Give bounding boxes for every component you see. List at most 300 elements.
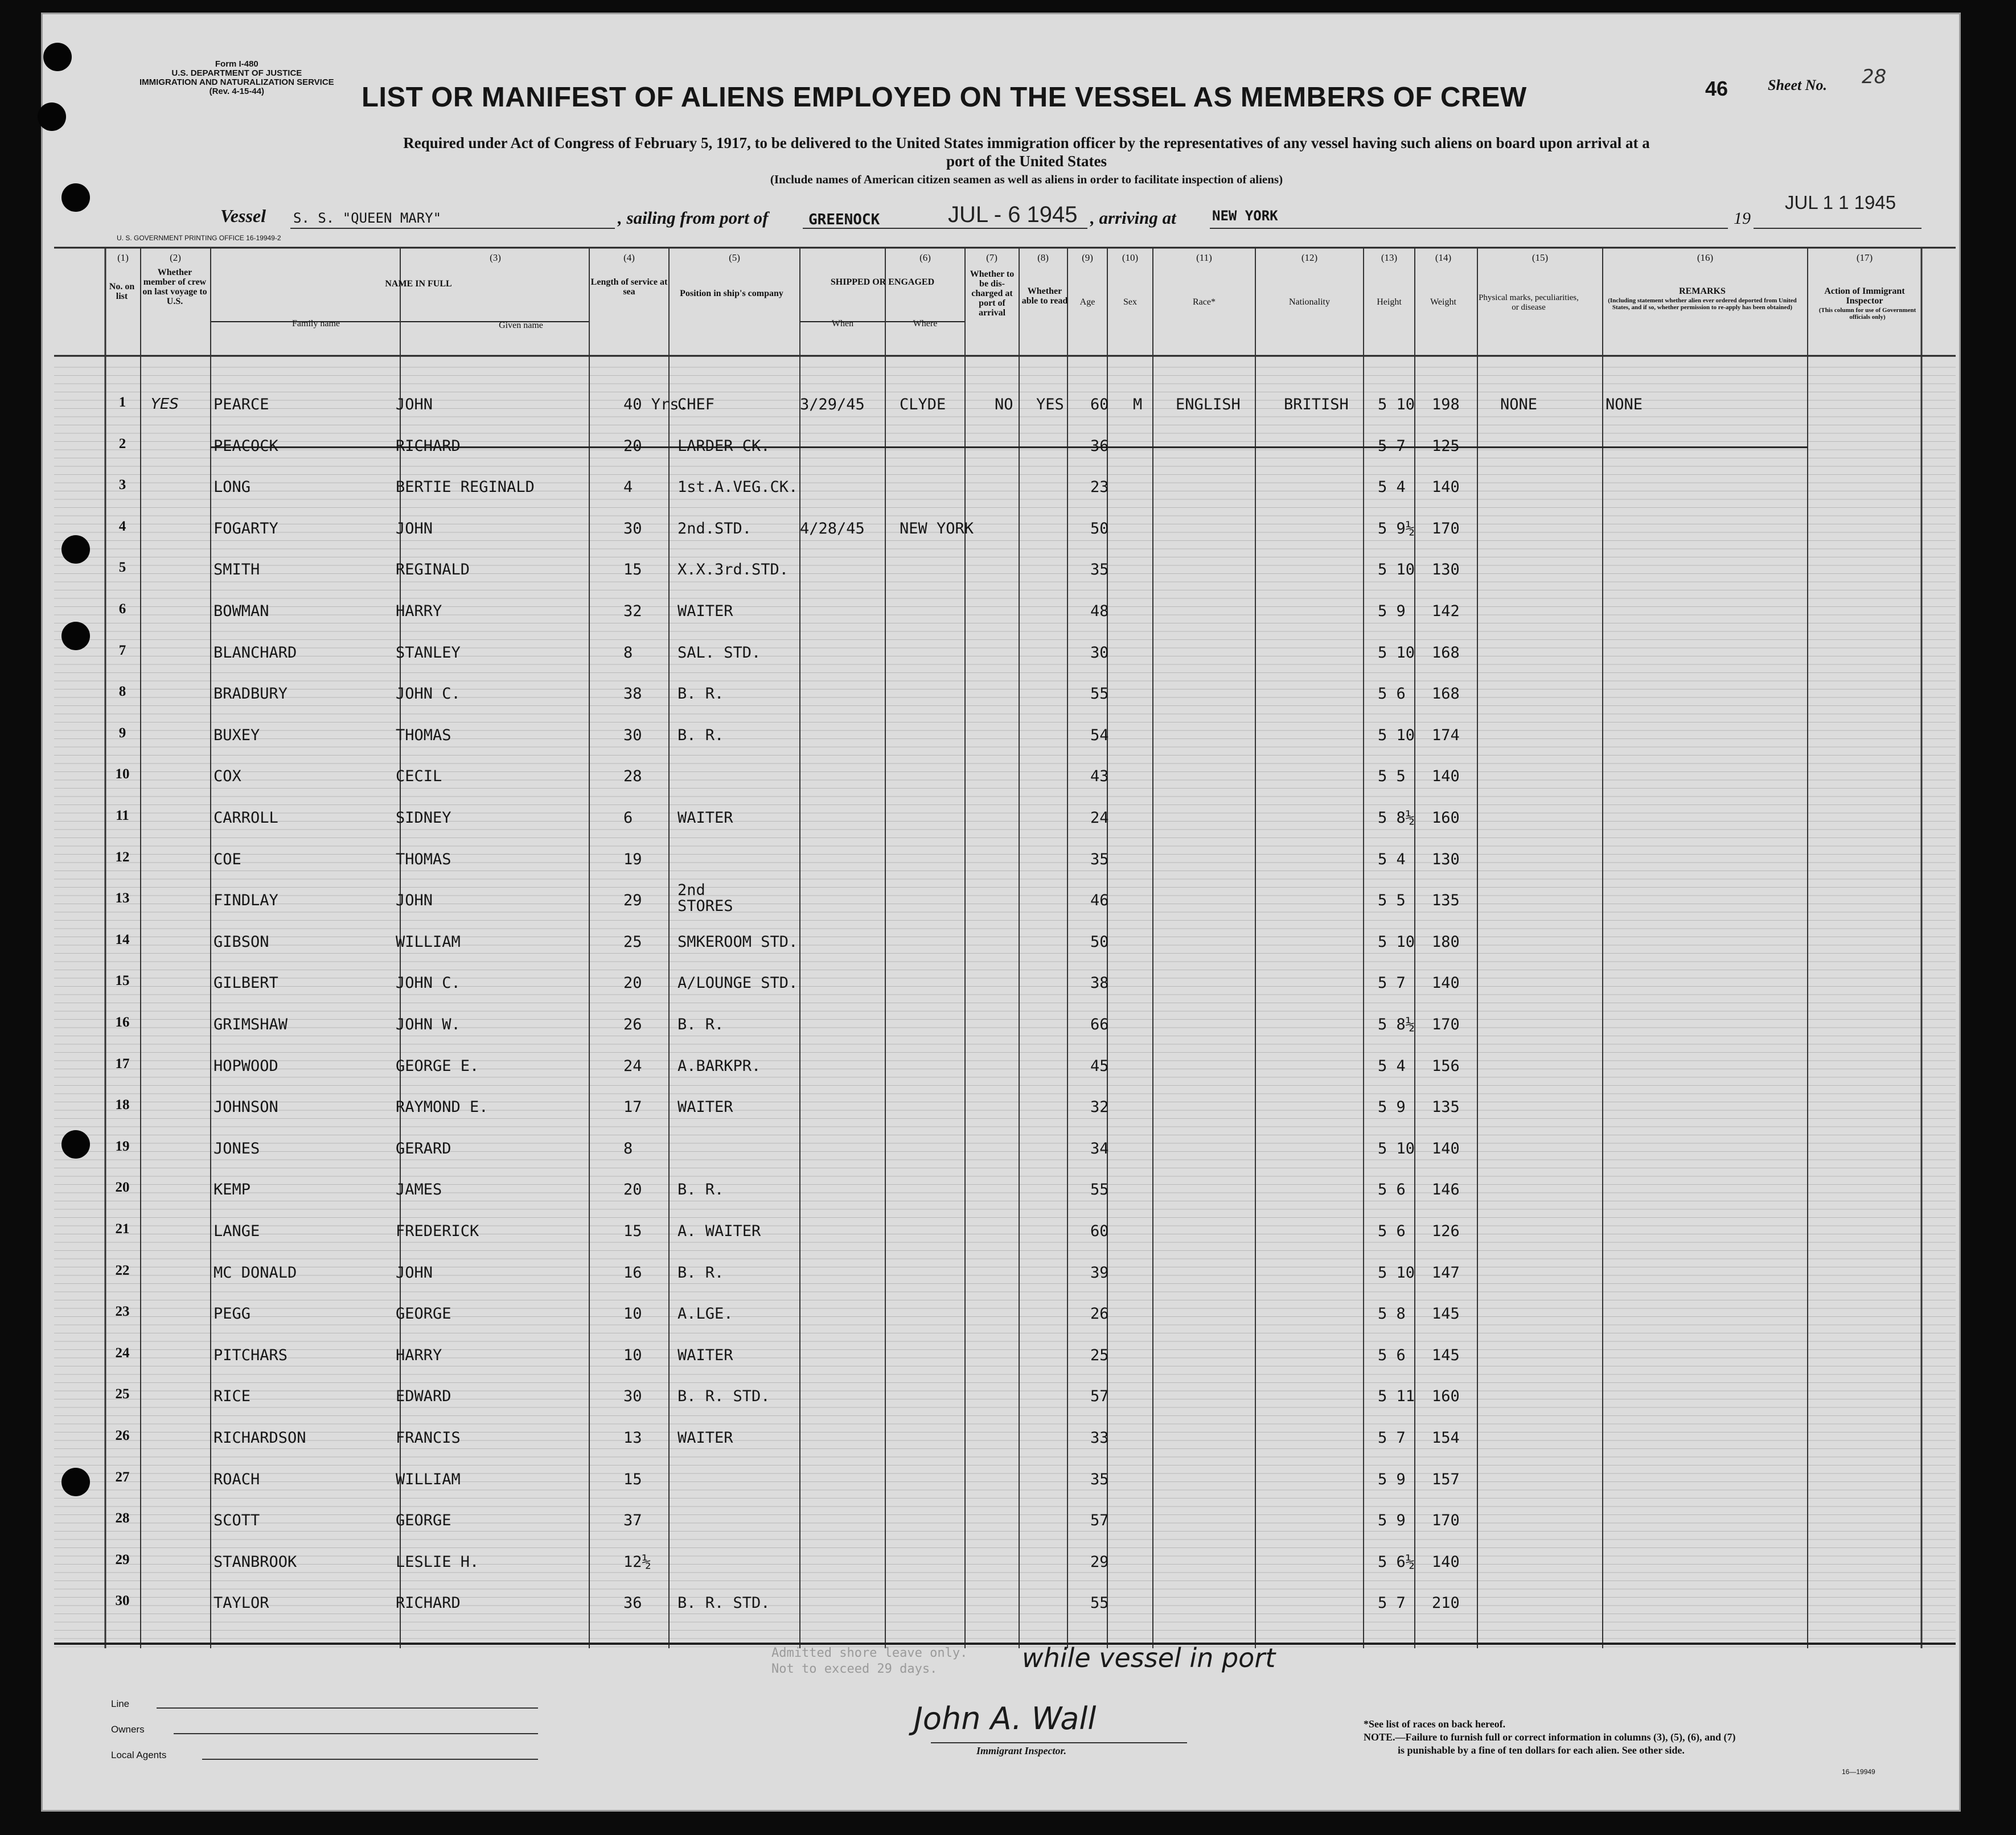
cell-given: JOHN	[396, 396, 433, 413]
column-number: (16)	[1697, 252, 1714, 263]
header-last-voyage: Whether member of crew on last voyage to U.S.	[142, 268, 207, 306]
cell-where: CLYDE	[900, 396, 946, 413]
cell-position: SMKEROOM STD.	[678, 933, 798, 951]
row-number: 21	[115, 1221, 130, 1237]
row-number: 29	[115, 1551, 130, 1567]
row-number: 10	[115, 766, 130, 782]
form-identifier-block	[139, 60, 334, 96]
cell-service: 28	[623, 767, 642, 786]
sailing-port: GREENOCK	[808, 211, 880, 228]
cell-weight: 147	[1432, 1263, 1460, 1282]
cell-age: 57	[1090, 1387, 1109, 1406]
column-number: (13)	[1381, 252, 1398, 263]
cell-height: 5 5	[1378, 892, 1406, 910]
column-number: (4)	[623, 252, 635, 263]
cell-age: 46	[1090, 892, 1109, 910]
cell-age: 29	[1090, 1553, 1109, 1571]
arrival-date-stamp: JUL 1 1 1945	[1785, 192, 1896, 213]
cell-weight: 170	[1432, 1016, 1460, 1033]
cell-height: 5 4	[1378, 478, 1406, 496]
row-number: 3	[118, 477, 126, 493]
cell-weight: 145	[1432, 1346, 1460, 1364]
cell-given: HARRY	[396, 602, 442, 620]
cell-weight: 135	[1432, 892, 1460, 910]
cell-position: B. R.	[678, 1181, 724, 1199]
cell-discharged: NO	[995, 396, 1013, 413]
cell-service: 10	[623, 1305, 642, 1323]
cell-height: 5 8½	[1378, 809, 1415, 827]
cell-age: 54	[1090, 726, 1109, 744]
header-shipped-engaged: SHIPPED OR ENGAGED	[830, 277, 935, 287]
column-number: (7)	[986, 252, 997, 263]
cell-given: THOMAS	[396, 850, 451, 868]
cell-position: 2nd STORES	[678, 881, 733, 916]
cell-weight: 140	[1432, 1553, 1460, 1571]
cell-height: 5 9½	[1378, 519, 1415, 537]
cell-given: FREDERICK	[396, 1222, 479, 1240]
cell-weight: 210	[1432, 1594, 1460, 1612]
cell-family: PEGG	[213, 1305, 251, 1323]
cell-weight: 140	[1432, 974, 1460, 992]
row-number: 17	[115, 1056, 130, 1072]
header-position: Position in ship's company	[680, 289, 783, 298]
cell-position: WAITER	[678, 809, 733, 827]
sheet-label: Sheet No.	[1768, 77, 1827, 93]
header-given-name: Given name	[499, 321, 543, 330]
row-number: 13	[115, 890, 130, 906]
cell-family: CARROLL	[213, 809, 278, 827]
punch-hole	[61, 183, 90, 212]
cell-family: FOGARTY	[213, 519, 278, 537]
cell-position: 1st.A.VEG.CK.	[678, 478, 798, 496]
cell-service: 36	[623, 1594, 642, 1612]
cell-age: 66	[1090, 1016, 1109, 1033]
cell-given: WILLIAM	[396, 1470, 461, 1488]
cell-age: 38	[1090, 974, 1109, 992]
cell-position: 2nd.STD.	[678, 519, 752, 537]
cell-weight: 140	[1432, 767, 1460, 786]
header-age: Age	[1079, 297, 1095, 307]
cell-age: 50	[1090, 519, 1109, 537]
row-number: 19	[115, 1138, 130, 1154]
cell-given: GERARD	[396, 1139, 451, 1157]
cell-position: B. R.	[678, 1263, 724, 1282]
cell-height: 5 10	[1378, 933, 1415, 951]
cell-age: 34	[1090, 1139, 1109, 1157]
cell-weight: 168	[1432, 643, 1460, 662]
cell-weight: 198	[1432, 396, 1460, 413]
punch-hole	[61, 622, 90, 650]
cell-weight: 140	[1432, 478, 1460, 496]
column-number: (12)	[1301, 252, 1318, 263]
cell-age: 24	[1090, 809, 1109, 827]
cell-height: 5 8	[1378, 1305, 1406, 1323]
cell-weight: 142	[1432, 602, 1460, 620]
column-number: (1)	[117, 252, 129, 263]
cell-given: JOHN C.	[396, 685, 461, 703]
cell-height: 5 6	[1378, 685, 1406, 703]
cell-service: 37	[623, 1512, 642, 1530]
row-number: 6	[118, 601, 126, 617]
cell-height: 5 11	[1378, 1387, 1415, 1406]
row-number: 9	[118, 725, 126, 741]
cell-weight: 145	[1432, 1305, 1460, 1323]
header-remarks: REMARKS	[1679, 286, 1726, 296]
cell-service: 32	[623, 602, 642, 620]
cell-age: 30	[1090, 643, 1109, 662]
column-number: (3)	[490, 252, 501, 263]
sailing-label: , sailing from port of	[618, 208, 769, 228]
cell-position: WAITER	[678, 1429, 733, 1447]
cell-height: 5 6	[1378, 1181, 1406, 1199]
row-number: 1	[118, 395, 126, 410]
cell-weight: 146	[1432, 1181, 1460, 1199]
cell-when: 4/28/45	[800, 519, 865, 537]
cell-remarks: NONE	[1606, 396, 1643, 413]
cell-service: 30	[623, 1387, 642, 1406]
cell-given: HARRY	[396, 1346, 442, 1364]
cell-family: JOHNSON	[213, 1098, 278, 1116]
cell-weight: 130	[1432, 850, 1460, 868]
cell-family: RICHARDSON	[213, 1429, 306, 1447]
cell-age: 33	[1090, 1429, 1109, 1447]
cell-service: 38	[623, 685, 642, 703]
cell-weight: 157	[1432, 1470, 1460, 1488]
cell-height: 5 10	[1378, 726, 1415, 744]
cell-height: 5 7	[1378, 1594, 1406, 1612]
row-number: 15	[115, 973, 130, 989]
cell-family: RICE	[213, 1387, 251, 1406]
page-title: LIST OR MANIFEST OF ALIENS EMPLOYED ON THE VESSEL AS MEMBERS OF CREW	[362, 82, 1527, 113]
header-remarks-note: (Including statement whether alien ever ordered deported from United States, and if so, whether permission to re-apply has been obtained)	[1608, 297, 1797, 311]
column-number: (6)	[919, 252, 931, 263]
cell-nationality: BRITISH	[1284, 396, 1349, 413]
cell-service: 15	[623, 561, 642, 579]
cell-weight: 156	[1432, 1057, 1460, 1075]
row-number: 30	[115, 1593, 130, 1609]
header-where: Where	[913, 319, 938, 329]
cell-service: 15	[623, 1470, 642, 1488]
header-family-name: Family name	[292, 319, 340, 329]
cell-height: 5 7	[1378, 437, 1406, 455]
cell-marks: NONE	[1500, 396, 1538, 413]
owners-label: Owners	[111, 1724, 145, 1735]
cell-family: ROACH	[213, 1470, 260, 1488]
cell-given: RICHARD	[396, 1594, 461, 1612]
row-number: 26	[115, 1428, 130, 1443]
vessel-name: S. S. "QUEEN MARY"	[293, 210, 442, 226]
punch-hole	[43, 43, 72, 71]
header-sex: Sex	[1123, 297, 1137, 307]
cell-service: 30	[623, 726, 642, 744]
races-note: *See list of races on back hereof.	[1364, 1718, 1506, 1730]
cell-sex: M	[1133, 396, 1143, 413]
cell-height: 5 8½	[1378, 1016, 1415, 1033]
header-able-read: Whether able to read	[1021, 286, 1068, 306]
arriving-label: , arriving at	[1090, 208, 1176, 228]
penalty-note-1: NOTE.—Failure to furnish full or correct information in columns (3), (5), (6), and (7)	[1364, 1731, 1736, 1743]
cell-family: SMITH	[213, 561, 260, 579]
cell-service: 29	[623, 892, 642, 910]
column-number: (10)	[1122, 252, 1139, 263]
cell-position: B. R.	[678, 685, 724, 703]
subtitle-block	[150, 134, 1903, 188]
cell-age: 60	[1090, 1222, 1109, 1240]
cell-weight: 160	[1432, 809, 1460, 827]
cell-position: WAITER	[678, 602, 733, 620]
cell-weight: 154	[1432, 1429, 1460, 1447]
cell-where: NEW YORK	[900, 519, 974, 537]
cell-service: 24	[623, 1057, 642, 1075]
cell-position: X.X.3rd.STD.	[678, 561, 789, 579]
cell-given: JOHN	[396, 519, 433, 537]
cell-given: STANLEY	[396, 643, 461, 662]
row-number: 2	[118, 436, 126, 451]
header-when: When	[831, 319, 854, 329]
cell-given: SIDNEY	[396, 809, 451, 827]
cell-age: 35	[1090, 561, 1109, 579]
header-no-on-list: No. on list	[109, 282, 135, 301]
cell-height: 5 10	[1378, 396, 1415, 413]
cell-age: 25	[1090, 1346, 1109, 1364]
cell-weight: 168	[1432, 685, 1460, 703]
inspector-label: Immigrant Inspector.	[976, 1745, 1067, 1756]
cell-service: 13	[623, 1429, 642, 1447]
cell-position: B. R.	[678, 726, 724, 744]
cell-voyage: YES	[151, 396, 179, 413]
column-number: (8)	[1037, 252, 1049, 263]
cell-service: 12½	[623, 1553, 651, 1571]
cell-given: JOHN W.	[396, 1016, 461, 1033]
header-height: Height	[1377, 297, 1402, 307]
sheet-number: 28	[1862, 65, 1887, 88]
cell-family: LONG	[213, 478, 251, 496]
cell-family: GILBERT	[213, 974, 278, 992]
cell-family: JONES	[213, 1139, 260, 1157]
cell-given: REGINALD	[396, 561, 470, 579]
cell-age: 57	[1090, 1512, 1109, 1530]
cell-position: A/LOUNGE STD.	[678, 974, 798, 992]
revision-date: (Rev. 4-15-44)	[209, 87, 265, 96]
header-race: Race*	[1193, 297, 1216, 307]
cell-height: 5 7	[1378, 1429, 1406, 1447]
cell-weight: 126	[1432, 1222, 1460, 1240]
cell-height: 5 6½	[1378, 1553, 1415, 1571]
punch-hole	[38, 102, 66, 131]
row-number: 22	[115, 1262, 130, 1278]
header-action-note: (This column for use of Government officials only)	[1818, 307, 1916, 321]
vessel-label: Vessel	[220, 206, 266, 226]
cell-position: WAITER	[678, 1098, 733, 1116]
cell-position: B. R. STD.	[678, 1387, 770, 1406]
cell-height: 5 4	[1378, 850, 1406, 868]
cell-position: A. WAITER	[678, 1222, 761, 1240]
cell-age: 39	[1090, 1263, 1109, 1282]
row-number: 28	[115, 1510, 130, 1526]
row-number: 16	[115, 1015, 130, 1030]
cell-height: 5 9	[1378, 602, 1406, 620]
row-number: 20	[115, 1180, 130, 1196]
punch-hole	[61, 1468, 90, 1496]
cell-given: THOMAS	[396, 726, 451, 744]
cell-position: B. R. STD.	[678, 1594, 770, 1612]
cell-service: 25	[623, 933, 642, 951]
row-number: 14	[115, 931, 130, 947]
penalty-note-2: is punishable by a fine of ten dollars for each alien. See other side.	[1398, 1744, 1685, 1756]
cell-service: 26	[623, 1016, 642, 1033]
cell-service: 15	[623, 1222, 642, 1240]
cell-height: 5 9	[1378, 1512, 1406, 1530]
column-number: (15)	[1531, 252, 1549, 263]
cell-weight: 130	[1432, 561, 1460, 579]
row-number: 27	[115, 1469, 130, 1485]
cell-family: PEARCE	[213, 396, 269, 413]
cell-age: 50	[1090, 933, 1109, 951]
cell-family: KEMP	[213, 1181, 251, 1199]
arriving-port: NEW YORK	[1212, 208, 1278, 224]
cell-age: 35	[1090, 1470, 1109, 1488]
cell-family: PEACOCK	[213, 437, 278, 455]
form-number: Form I-480	[215, 59, 258, 69]
cell-when: 3/29/45	[800, 396, 865, 413]
manifest-sheet	[41, 13, 1961, 1812]
cell-service: 19	[623, 850, 642, 868]
cell-weight: 170	[1432, 519, 1460, 537]
cell-height: 5 10	[1378, 1263, 1415, 1282]
cell-height: 5 9	[1378, 1098, 1406, 1116]
cell-age: 23	[1090, 478, 1109, 496]
cell-service: 8	[623, 1139, 633, 1157]
cell-weight: 160	[1432, 1387, 1460, 1406]
cell-age: 48	[1090, 602, 1109, 620]
cell-age: 26	[1090, 1305, 1109, 1323]
sailing-date-stamp: JUL - 6 1945	[948, 202, 1078, 227]
shore-leave-stamp: Admitted shore leave only.	[771, 1646, 968, 1660]
column-number: (14)	[1435, 252, 1452, 263]
row-number: 8	[118, 684, 126, 700]
cell-weight: 135	[1432, 1098, 1460, 1116]
line-label: Line	[111, 1698, 130, 1709]
cell-height: 5 4	[1378, 1057, 1406, 1075]
cell-service: 20	[623, 1181, 642, 1199]
cell-age: 60	[1090, 396, 1109, 413]
cell-age: 35	[1090, 850, 1109, 868]
header-nationality: Nationality	[1289, 297, 1330, 307]
cell-height: 5 6	[1378, 1222, 1406, 1240]
year-prefix: 19	[1734, 209, 1751, 228]
row-number: 7	[118, 642, 126, 658]
cell-family: HOPWOOD	[213, 1057, 278, 1075]
cell-family: COX	[213, 767, 241, 786]
cell-service: 20	[623, 437, 642, 455]
row-number: 18	[115, 1097, 130, 1113]
column-number: (11)	[1196, 252, 1212, 263]
cell-age: 32	[1090, 1098, 1109, 1116]
cell-weight: 174	[1432, 726, 1460, 744]
cell-given: WILLIAM	[396, 933, 461, 951]
cell-weight: 180	[1432, 933, 1460, 951]
cell-height: 5 10	[1378, 643, 1415, 662]
subtitle-act: Required under Act of Congress of February 5, 1917, to be delivered to the United States immigration officer by the representatives of any vessel having such aliens on board upon arrival at a	[403, 134, 1650, 151]
cell-given: GEORGE	[396, 1305, 451, 1323]
cell-given: EDWARD	[396, 1387, 451, 1406]
cell-family: GIBSON	[213, 933, 269, 951]
cell-given: BERTIE REGINALD	[396, 478, 535, 496]
row-number: 25	[115, 1386, 130, 1402]
cell-service: 30	[623, 519, 642, 537]
cell-service: 16	[623, 1263, 642, 1282]
cell-given: FRANCIS	[396, 1429, 461, 1447]
column-number: (2)	[170, 252, 181, 263]
cell-family: FINDLAY	[213, 892, 278, 910]
cell-given: RICHARD	[396, 437, 461, 455]
inspector-signature: John A. Wall	[914, 1701, 1097, 1737]
cell-race: ENGLISH	[1176, 396, 1241, 413]
cell-family: PITCHARS	[213, 1346, 288, 1364]
cell-height: 5 6	[1378, 1346, 1406, 1364]
cell-family: BOWMAN	[213, 602, 269, 620]
department-name: U.S. DEPARTMENT OF JUSTICE	[171, 68, 302, 78]
cell-family: BUXEY	[213, 726, 260, 744]
row-number: 23	[115, 1304, 130, 1320]
cell-age: 55	[1090, 1181, 1109, 1199]
print-code: 16—19949	[1842, 1768, 1875, 1776]
cell-family: SCOTT	[213, 1512, 260, 1530]
cell-weight: 170	[1432, 1512, 1460, 1530]
cell-service: 40 Yrs.	[623, 396, 688, 413]
cell-service: 4	[623, 478, 633, 496]
cell-given: JOHN C.	[396, 974, 461, 992]
column-number: (17)	[1856, 252, 1873, 263]
column-number: (9)	[1082, 252, 1093, 263]
punch-hole	[61, 535, 90, 564]
cell-age: 55	[1090, 685, 1109, 703]
cell-service: 8	[623, 643, 633, 662]
row-number: 24	[115, 1345, 130, 1361]
cell-position: B. R.	[678, 1016, 724, 1033]
cell-position: LARDER CK.	[678, 437, 770, 455]
cell-family: BLANCHARD	[213, 643, 297, 662]
header-action: Action of Immigrant Inspector	[1824, 286, 1905, 306]
cell-given: JOHN	[396, 1263, 433, 1282]
cell-height: 5 5	[1378, 767, 1406, 786]
cell-age: 43	[1090, 767, 1109, 786]
cell-height: 5 9	[1378, 1470, 1406, 1488]
subtitle-port: port of the United States	[946, 153, 1107, 170]
handwritten-note: while vessel in port	[1022, 1643, 1276, 1673]
cell-age: 55	[1090, 1594, 1109, 1612]
row-number: 11	[116, 808, 129, 823]
header-discharged: Whether to be dis-charged at port of arrival	[970, 269, 1015, 318]
header-length-service: Length of service at sea	[590, 277, 668, 297]
cell-position: CHEF	[678, 396, 715, 413]
service-name: IMMIGRATION AND NATURALIZATION SERVICE	[139, 77, 334, 87]
cell-weight: 125	[1432, 437, 1460, 455]
cell-given: LESLIE H.	[396, 1553, 479, 1571]
cell-weight: 140	[1432, 1139, 1460, 1157]
cell-position: WAITER	[678, 1346, 733, 1364]
cell-read: YES	[1036, 396, 1064, 413]
header-name-in-full: NAME IN FULL	[385, 279, 452, 289]
cell-position: SAL. STD.	[678, 643, 761, 662]
cell-height: 5 10	[1378, 561, 1415, 579]
shore-leave-limit-stamp: Not to exceed 29 days.	[771, 1662, 938, 1676]
cell-family: BRADBURY	[213, 685, 288, 703]
header-physical-marks: Physical marks, peculiarities, or disease	[1479, 293, 1579, 312]
cell-family: LANGE	[213, 1222, 260, 1240]
cell-service: 6	[623, 809, 633, 827]
cell-given: JOHN	[396, 892, 433, 910]
